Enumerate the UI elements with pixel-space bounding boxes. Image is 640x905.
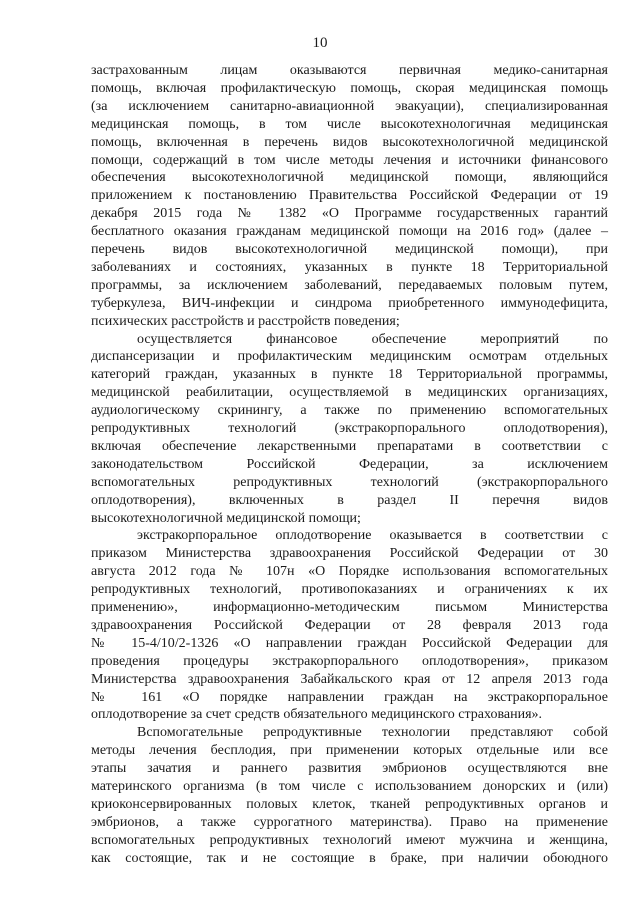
text-line: категорий граждан, указанных в пункте 18 Территориальной программы, <box>91 367 608 383</box>
text-line: вспомогательных репродуктивных технологий (экстракорпорального <box>91 474 608 490</box>
text-line: высокотехнологичной медицинской помощи; <box>91 510 361 526</box>
text-line: № 161 «О порядке направлении граждан на экстракорпоральное <box>91 689 608 705</box>
text-line: медицинской реабилитации, осуществляемой в медицинских организациях, <box>91 385 608 401</box>
text-line: оплодотворения), включенных в раздел II перечня видов <box>91 492 608 508</box>
text-line: материнского организма (в том числе с использованием донорских и (или) <box>91 779 608 794</box>
text-line: Министерства здравоохранения Забайкальского края от 12 апреля 2013 года <box>91 671 608 687</box>
text-line: включая обеспечение лекарственными препаратами в соответствии с <box>91 438 608 454</box>
text-line: методы лечения бесплодия, при применении которых отдельные или все <box>91 743 608 759</box>
text-line: помощь, включая профилактическую помощь, скорая медицинская помощь <box>91 80 608 96</box>
text-line: оплодотворение за счет средств обязательного медицинского страхования». <box>91 707 543 723</box>
text-line: проведения процедуры экстракорпорального оплодотворения», приказом <box>91 653 608 669</box>
text-line: применению», информационно-методическим письмом Министерства <box>91 600 608 615</box>
text-line: бесплатного оказания гражданам медицинской помощи на 2016 год» (далее – <box>91 224 608 240</box>
text-line: августа 2012 года № 107н «О Порядке использования вспомогательных <box>91 564 608 580</box>
text-line: этапы зачатия и раннего развития эмбрионов осуществляются вне <box>91 761 608 777</box>
text-line: заболеваниях и состояниях, указанных в пункте 18 Территориальной <box>91 259 608 275</box>
text-line: программы, за исключением заболеваний, передаваемых половым путем, <box>91 277 608 293</box>
page-number: 10 <box>312 35 328 51</box>
text-line: диспансеризации и профилактическим медицинским осмотрам отдельных <box>91 349 608 365</box>
text-line: помощи, содержащий в том числе методы лечения и источники финансового <box>91 152 608 168</box>
text-line: декабря 2015 года № 1382 «О Программе государственных гарантий <box>91 206 608 222</box>
text-line: аудиологическому скринингу, а также по применению вспомогательных <box>91 403 608 419</box>
text-line: туберкулеза, ВИЧ-инфекции и синдрома приобретенного иммунодефицита, <box>91 295 608 311</box>
text-line: осуществляется финансовое обеспечение мероприятий по <box>137 331 608 347</box>
text-line: криоконсервированных половых клеток, тканей репродуктивных органов и <box>91 796 608 812</box>
text-line: обеспечения высокотехнологичной медицинской помощи, являющийся <box>91 170 608 186</box>
text-line: застрахованным лицам оказываются первичная медико-санитарная <box>91 63 608 78</box>
text-line: № 15-4/10/2-1326 «О направлении граждан Российской Федерации для <box>91 635 608 651</box>
text-line: медицинская помощь, в том числе высокотехнологичная медицинская <box>91 116 608 132</box>
text-line: репродуктивных технологий, противопоказаниях и ограничениях к их <box>91 582 608 598</box>
text-line: здравоохранения Российской Федерации от 28 февраля 2013 года <box>91 617 608 633</box>
text-line: помощь, включенная в перечень видов высокотехнологичной медицинской <box>91 134 608 150</box>
text-line: (за исключением санитарно-авиационной эвакуации), специализированная <box>91 98 608 114</box>
text-line: законодательством Российской Федерации, за исключением <box>91 456 608 472</box>
text-line: психических расстройств и расстройств поведения; <box>91 313 400 329</box>
text-line: перечень видов высокотехнологичной медицинской помощи), при <box>91 242 608 257</box>
text-line: вспомогательных репродуктивных технологий имеют мужчина и женщина, <box>91 832 608 848</box>
text-line: эмбрионов, а также суррогатного материнства). Право на применение <box>91 814 608 830</box>
text-line: репродуктивных технологий (экстракорпорального оплодотворения), <box>91 421 608 436</box>
text-line: Вспомогательные репродуктивные технологии представляют собой <box>137 725 608 741</box>
text-line: как состоящие, так и не состоящие в браке, при наличии обоюдного <box>91 850 608 866</box>
text-line: экстракорпоральное оплодотворение оказывается в соответствии с <box>137 528 608 544</box>
text-line: приложением к постановлению Правительства Российской Федерации от 19 <box>91 188 608 204</box>
text-line: приказом Министерства здравоохранения Российской Федерации от 30 <box>91 546 608 562</box>
